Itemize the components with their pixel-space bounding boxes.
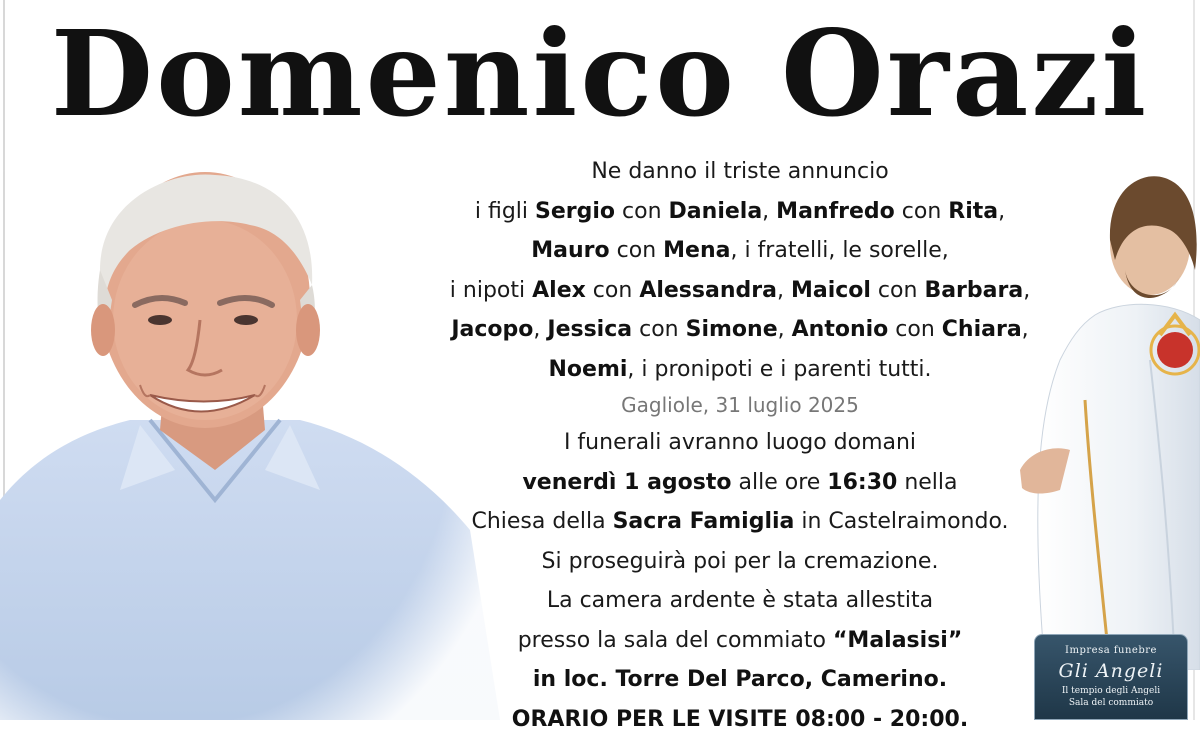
bold-text-segment: Sergio [535, 199, 615, 224]
text-segment: con [632, 317, 686, 342]
text-segment: con [610, 238, 664, 263]
bold-text-segment: “Malasisi” [833, 628, 962, 653]
text-segment: i figli [475, 199, 535, 224]
text-segment: con [586, 278, 640, 303]
text-segment: , [778, 317, 792, 342]
deceased-name: Domenico Orazi [0, 4, 1200, 144]
text-segment: presso la sala del commiato [518, 628, 833, 653]
text-segment: Ne danno il triste annuncio [591, 159, 888, 184]
text-segment: i nipoti [450, 278, 532, 303]
bold-text-segment: Sacra Famiglia [613, 509, 795, 534]
bold-text-segment: Alessandra [639, 278, 777, 303]
badge-line-1: Impresa funebre [1035, 645, 1187, 656]
bold-text-segment: Simone [686, 317, 778, 342]
funeral-line [400, 542, 1080, 582]
funeral-line [400, 621, 1080, 661]
funeral-line [400, 700, 1080, 739]
bold-text-segment: Alex [532, 278, 586, 303]
text-segment: Si proseguirà poi per la cremazione. [542, 549, 939, 574]
announcement-text [400, 152, 1080, 389]
announcement-line [400, 192, 1080, 232]
text-segment: , [777, 278, 791, 303]
bold-text-segment: Manfredo [776, 199, 895, 224]
funeral-home-logo [1034, 634, 1188, 720]
text-segment: La camera ardente è stata allestita [547, 588, 933, 613]
announcement-line [400, 271, 1080, 311]
bold-text-segment: venerdì 1 agosto [522, 470, 731, 495]
bold-text-segment: Jacopo [451, 317, 533, 342]
bold-text-segment: Noemi [549, 357, 628, 382]
announcement-line [400, 350, 1080, 390]
text-segment: , [533, 317, 547, 342]
bold-text-segment: Barbara [924, 278, 1023, 303]
funeral-line [400, 423, 1080, 463]
bold-text-segment: Chiara [942, 317, 1022, 342]
text-segment: nella [897, 470, 957, 495]
badge-line-2: Gli Angeli [1035, 660, 1187, 682]
text-segment: con [895, 199, 949, 224]
bold-text-segment: in loc. Torre Del Parco, Camerino. [533, 667, 947, 692]
funeral-line [400, 502, 1080, 542]
text-segment: Chiesa della [471, 509, 612, 534]
text-segment: , [998, 199, 1005, 224]
funeral-details [400, 423, 1080, 739]
bold-text-segment: Mena [663, 238, 730, 263]
funeral-line [400, 660, 1080, 700]
text-segment: I funerali avranno luogo domani [564, 430, 916, 455]
text-segment: con [871, 278, 925, 303]
bold-text-segment: Maicol [791, 278, 871, 303]
bold-text-segment: Mauro [531, 238, 609, 263]
funeral-line [400, 463, 1080, 503]
announcement-line [400, 231, 1080, 271]
text-segment: alle ore [732, 470, 828, 495]
funeral-line [400, 581, 1080, 621]
bold-text-segment: Rita [948, 199, 998, 224]
bold-text-segment: Antonio [792, 317, 889, 342]
badge-line-4: Sala del commiato [1035, 698, 1187, 708]
place-date: Gagliole, 31 luglio 2025 [400, 386, 1080, 424]
text-segment: , i pronipoti e i parenti tutti. [627, 357, 931, 382]
text-segment: con [888, 317, 942, 342]
text-segment: , [1023, 278, 1030, 303]
text-segment: , [762, 199, 776, 224]
text-segment: con [615, 199, 669, 224]
announcement-line [400, 152, 1080, 192]
text-segment: , [1022, 317, 1029, 342]
bold-text-segment: Daniela [669, 199, 763, 224]
text-segment: , i fratelli, le sorelle, [730, 238, 948, 263]
bold-text-segment: 16:30 [827, 470, 897, 495]
bold-text-segment: ORARIO PER LE VISITE 08:00 - 20:00. [512, 707, 968, 732]
announcement-line [400, 310, 1080, 350]
text-segment: in Castelraimondo. [794, 509, 1008, 534]
badge-line-3: Il tempio degli Angeli [1035, 686, 1187, 696]
bold-text-segment: Jessica [547, 317, 632, 342]
